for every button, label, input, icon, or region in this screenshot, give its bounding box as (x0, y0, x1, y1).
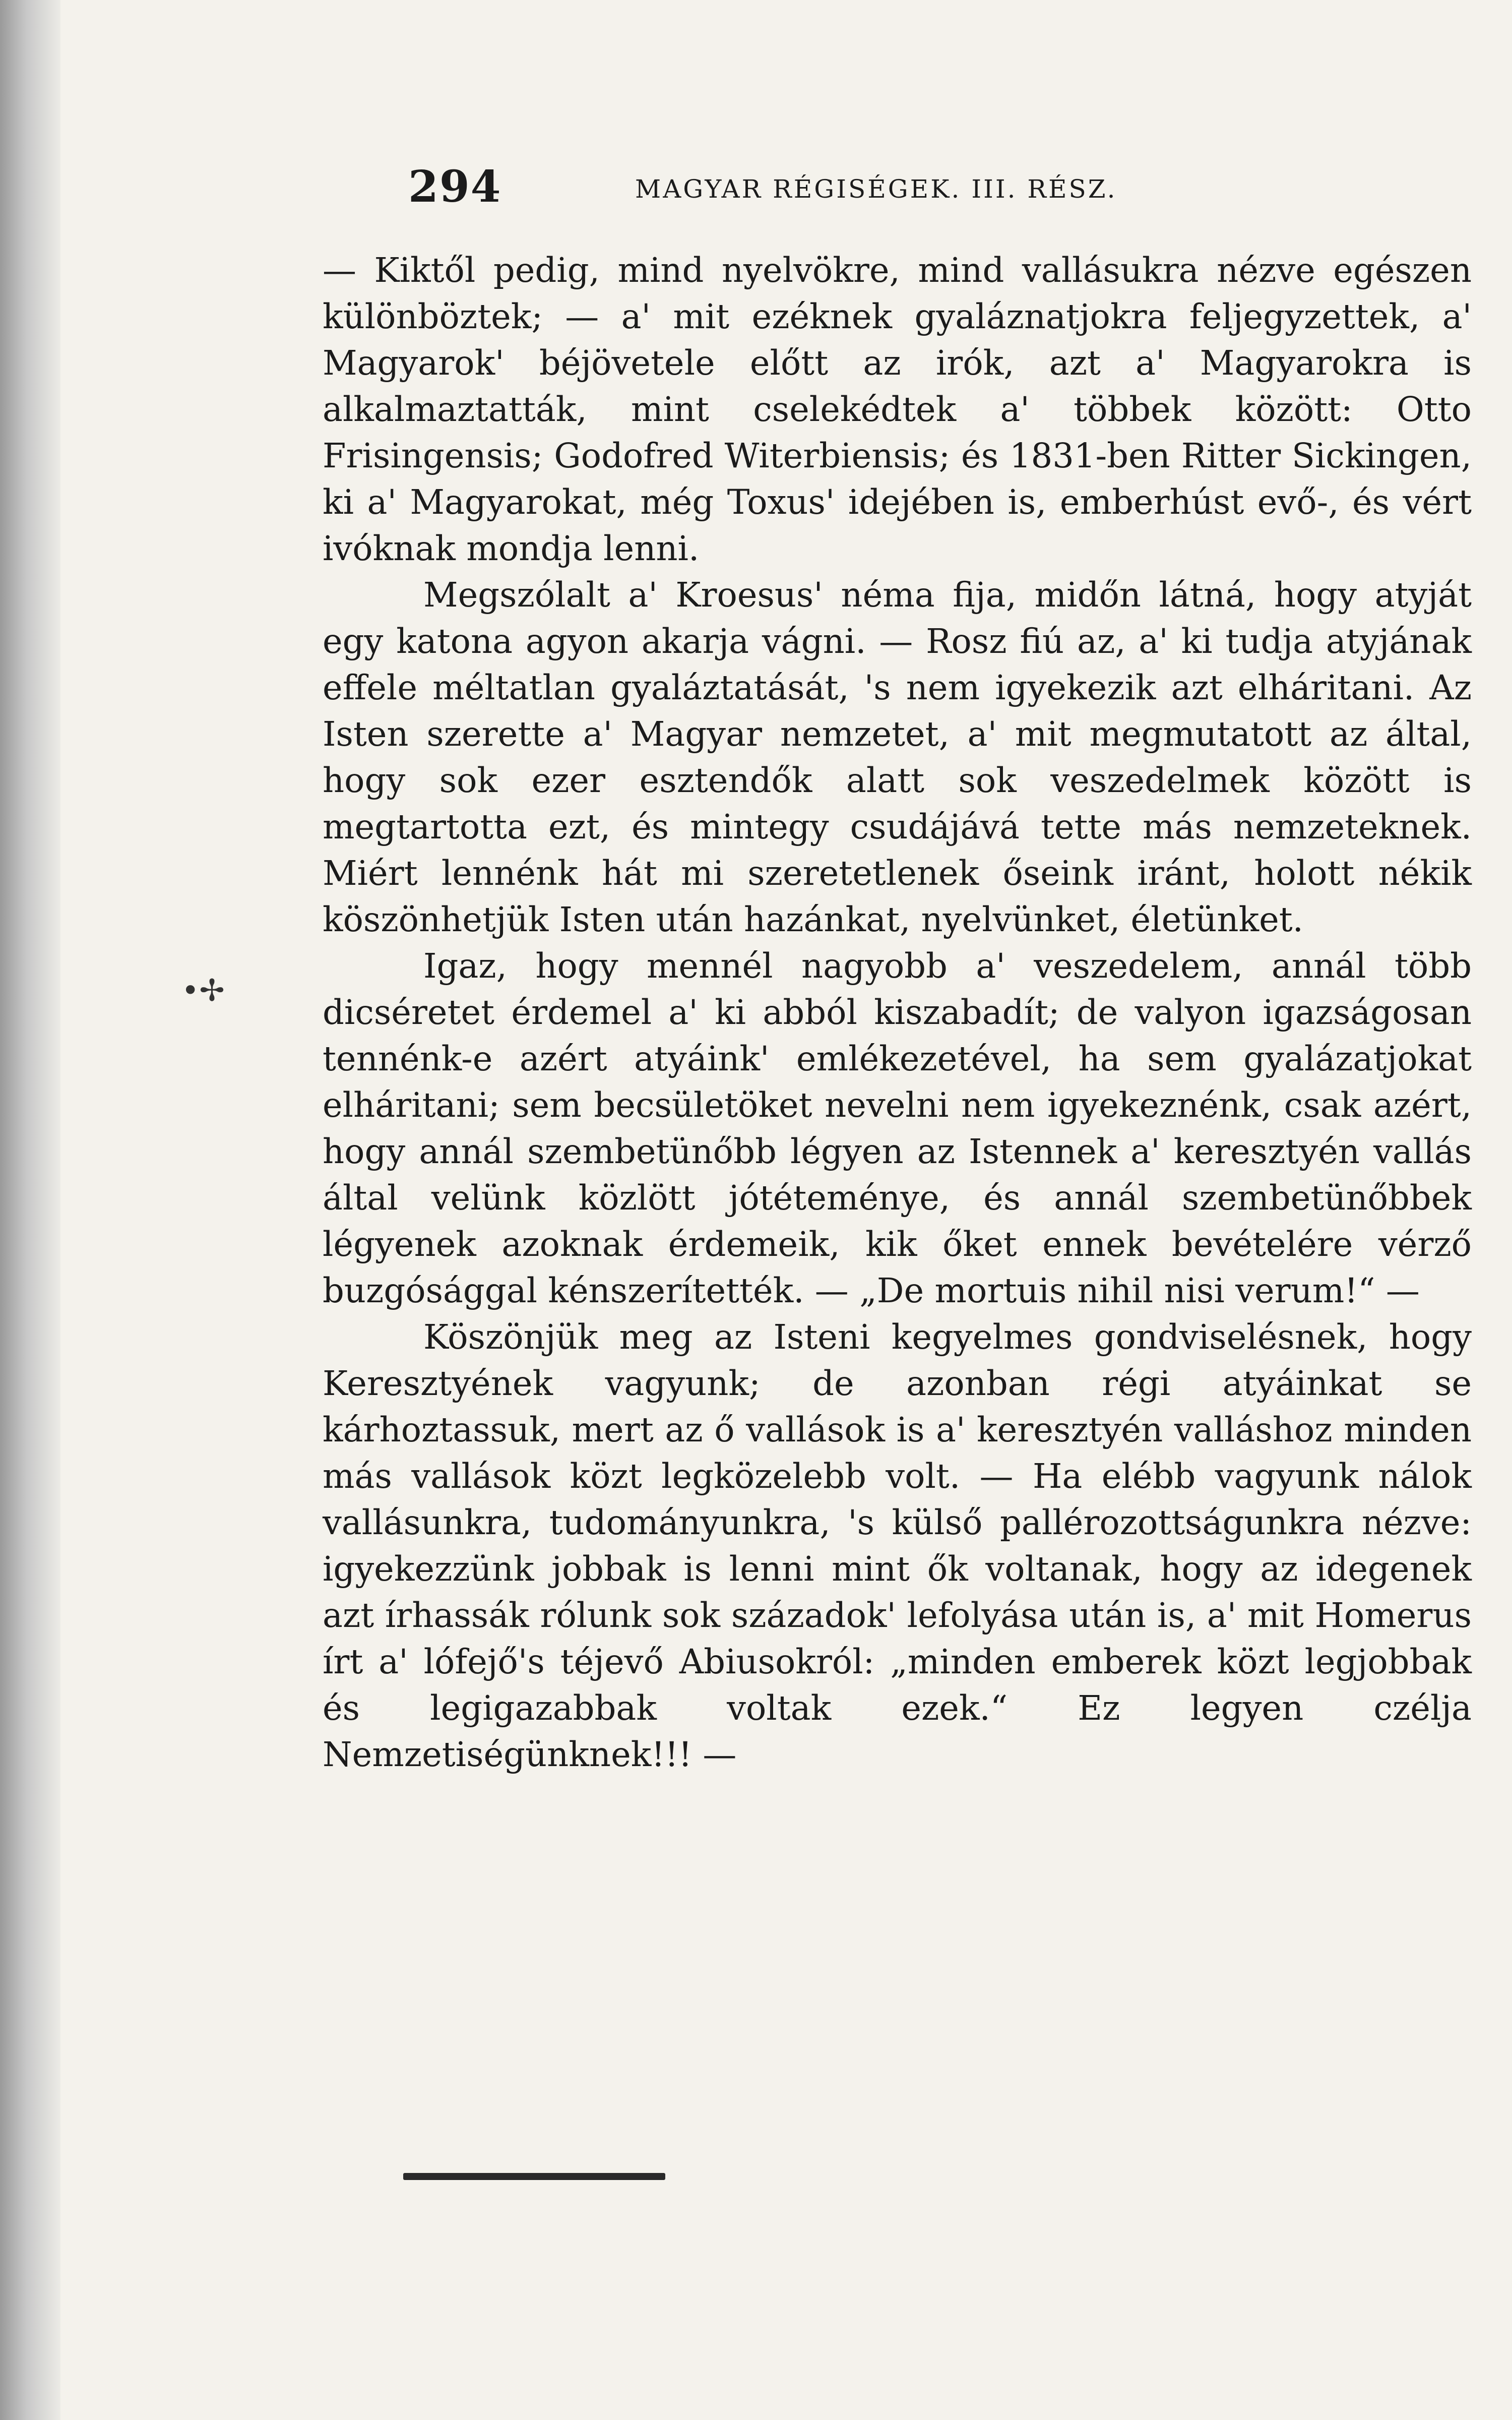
paragraph-1: — Kiktől pedig, mind nyelvökre, mind vallásukra nézve egészen különböztek; — a' mit ezéknek gyaláznatjokra feljegyzettek, a' Magyarok' béjövetele előtt az irók, azt a' Magyarokra is alkalmaztatták, mint cselekédtek a' többek között: Otto Frisingensis; Godofred Witerbiensis; és 1831-ben Ritter Sickingen, ki a' Magyarokat, még Toxus' idejében is, emberhúst evő-, és vért ivóknak mondja lenni. (323, 251, 1472, 568)
page-number: 294 (408, 161, 502, 212)
running-head (323, 151, 1472, 217)
end-rule (403, 2173, 665, 2180)
paragraph-3: Igaz, hogy mennél nagyobb a' veszedelem, annál több dicséretet érdemel a' ki abból kiszabadít; de valyon igazságosan tennénk-e azért atyáink' emlékezetével, ha sem gyalázatjokat elháritani; sem becsületöket nevelni nem igyekeznénk, csak azért, hogy annál szembetünőbb légyen az Istennek a' keresztyén vallás által velünk közlött jótéteménye, és annál szembetünőbbek légyenek azoknak érdemeik, kik őket ennek bevételére vérző buzgósággal kénszerítették. — „De mortuis nihil nisi verum!“ — (323, 946, 1472, 1310)
body-text (323, 247, 1472, 1778)
running-title: MAGYAR RÉGISÉGEK. III. RÉSZ. (635, 174, 1117, 204)
margin-mark: •✢ (181, 973, 225, 1008)
paragraph-2: Megszólalt a' Kroesus' néma fija, midőn látná, hogy atyját egy katona agyon akarja vágni. — Rosz fiú az, a' ki tudja atyjának effele méltatlan gyaláztatását, 's nem igyekezik azt elháritani. Az Isten szerette a' Magyar nemzetet, a' mit megmutatott az által, hogy sok ezer esztendők alatt sok veszedelmek között is megtartotta ezt, és mintegy csudájává tette más nemzeteknek. Miért lennénk hát mi szeretetlenek őseink iránt, holott nékik köszönhetjük Isten után hazánkat, nyelvünket, életünket. (323, 575, 1472, 939)
paragraph-4: Köszönjük meg az Isteni kegyelmes gondviselésnek, hogy Keresztyének vagyunk; de azonban régi atyáinkat se kárhoztassuk, mert az ő vallások is a' keresztyén valláshoz minden más vallások közt legközelebb volt. — Ha elébb vagyunk nálok vallásunkra, tudományunkra, 's külső pallérozottságunkra nézve: igyekezzünk jobbak is lenni mint ők voltanak, hogy az idegenek azt írhassák rólunk sok századok' lefolyása után is, a' mit Homerus írt a' lófejő's téjevő Abiusokról: „minden emberek közt legjobbak és legigazabbak voltak ezek.“ Ez legyen czélja Nemzetiségünknek!!! — (323, 1317, 1472, 1774)
book-page (323, 151, 1472, 2294)
binding-gutter (0, 0, 60, 2420)
